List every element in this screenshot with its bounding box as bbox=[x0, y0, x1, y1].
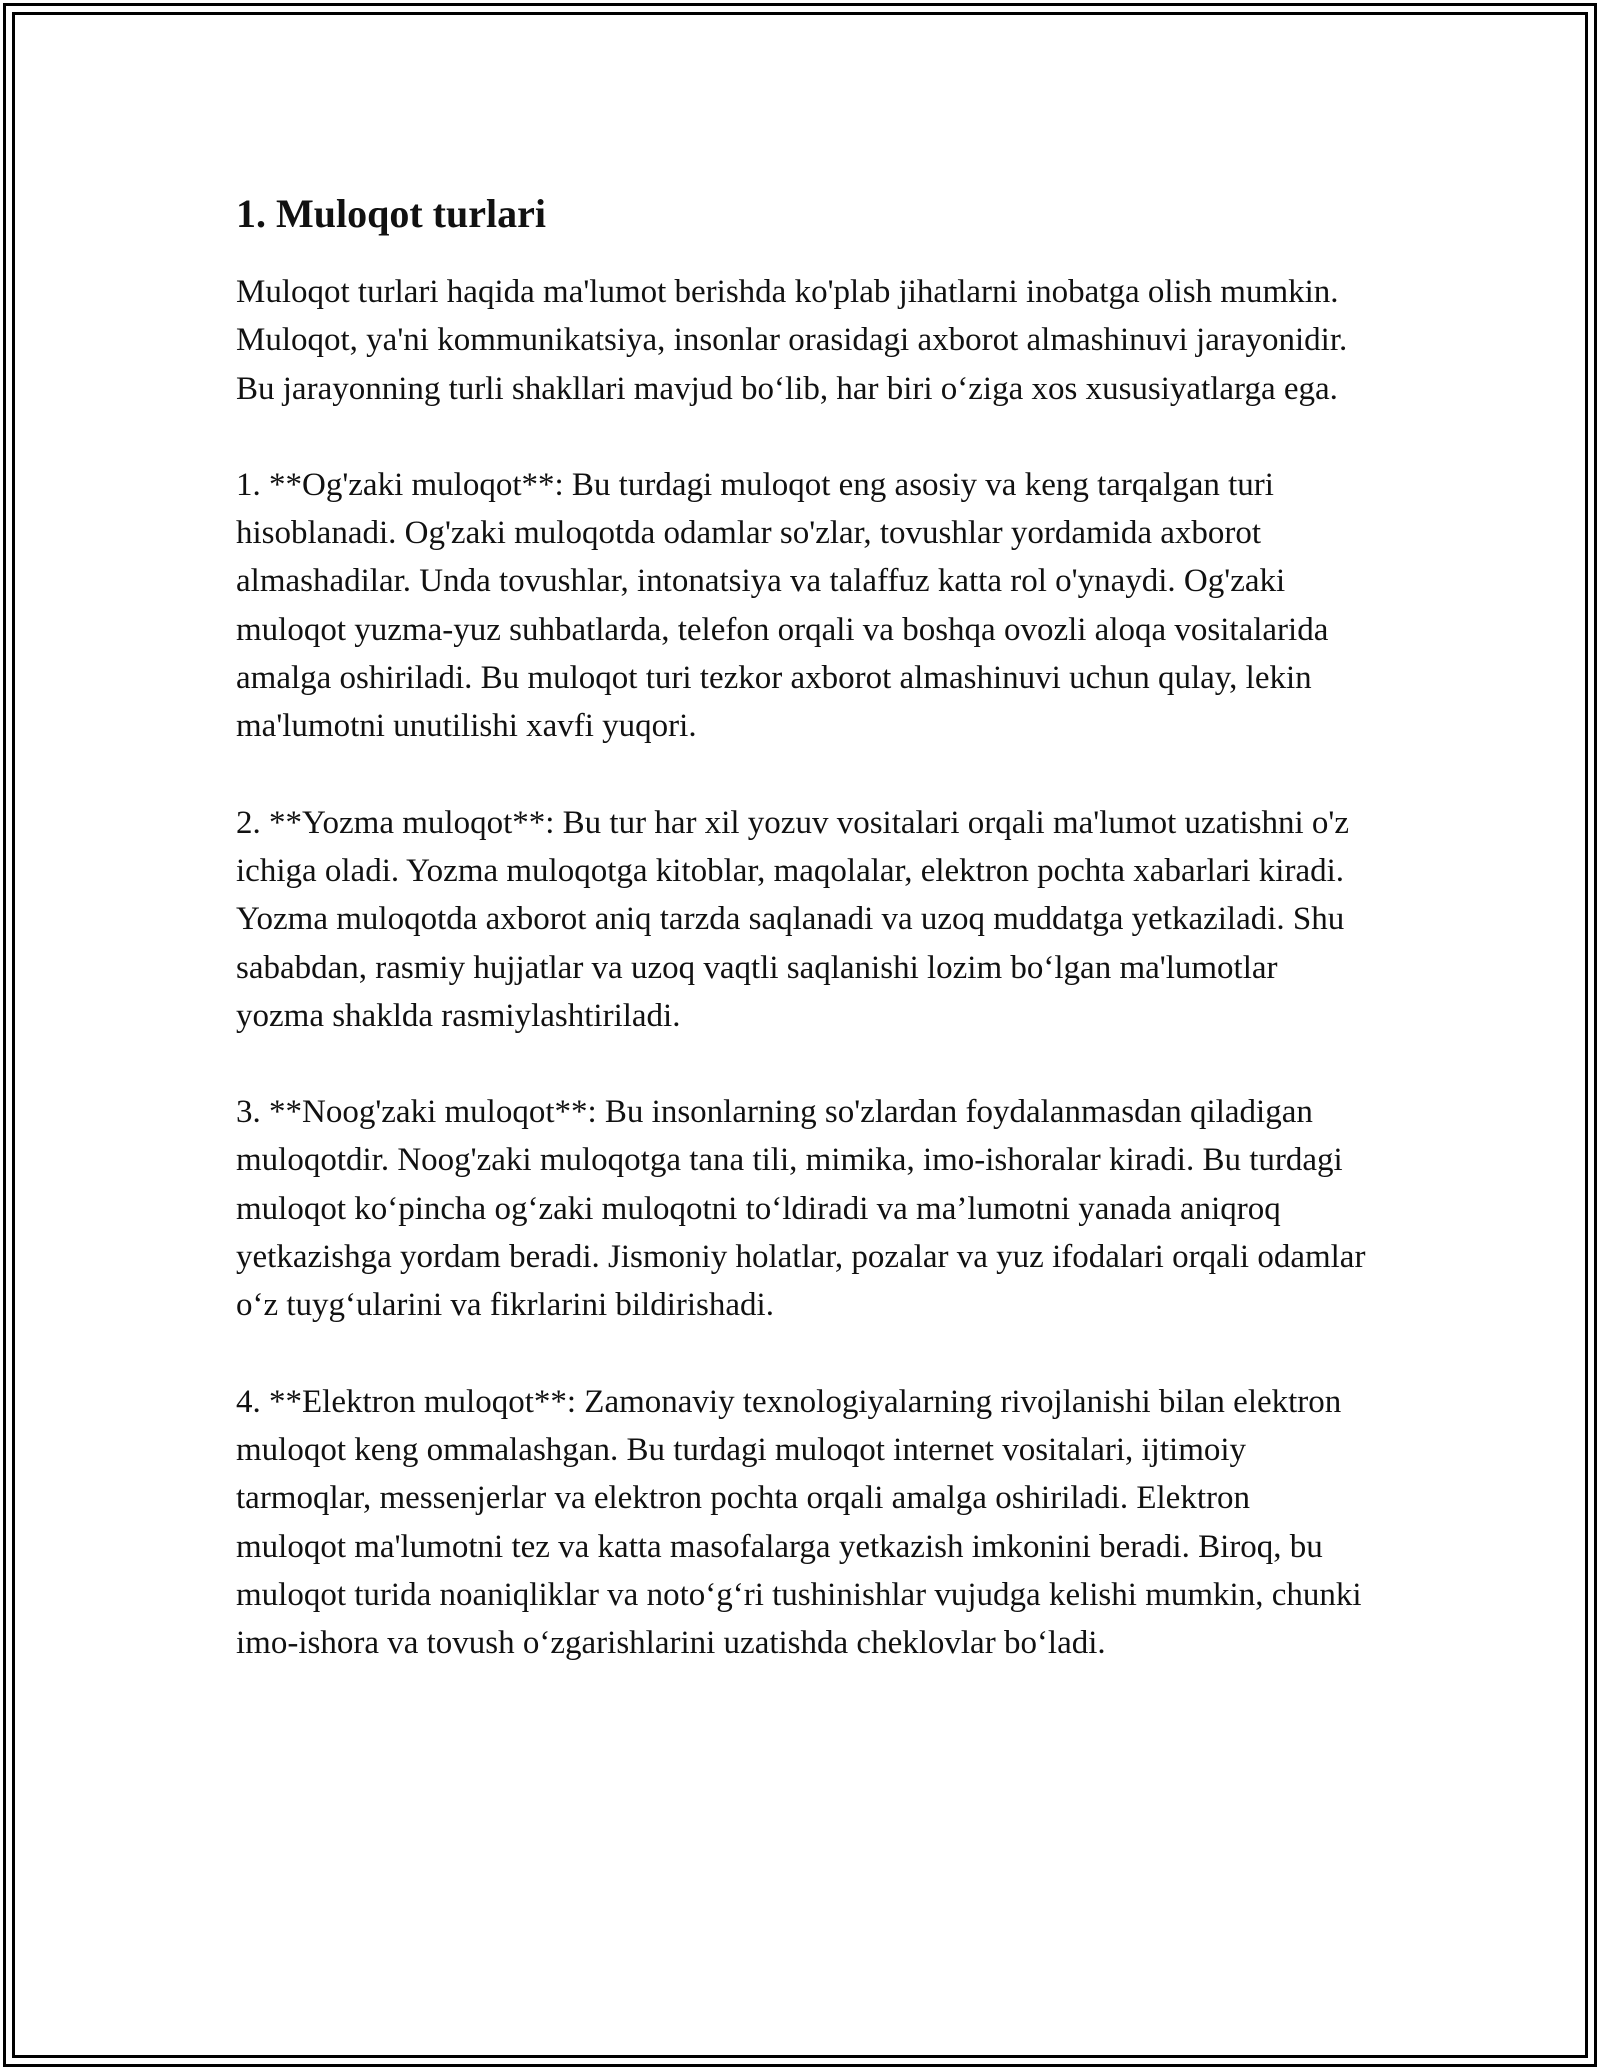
intro-paragraph: Muloqot turlari haqida ma'lumot berishda ko'plab jihatlarni inobatga olish mumkin. Muloqot, ya'ni kommunikatsiya, insonlar orasidagi axborot almashinuvi jarayonidir. Bu jarayonning turli shakllari mavjud bo‘lib, har biri o‘ziga xos xususiyatlarga ega. bbox=[236, 274, 1348, 407]
paragraph-electronic-communication: 4. **Elektron muloqot**: Zamonaviy texnologiyalarning rivojlanishi bilan elektron muloqot keng ommalashgan. Bu turdagi muloqot internet vositalari, ijtimoiy tarmoqlar, messenjerlar va elektron pochta orqali amalga oshiriladi. Elektron muloqot ma'lumotni tez va katta masofalarga yetkazish imkonini beradi. Biroq, bu muloqot turida noaniqliklar va noto‘g‘ri tushinishlar vujudga kelishi mumkin, chunki imo-ishora va tovush o‘zgarishlarini uzatishda cheklovlar bo‘ladi. bbox=[236, 1383, 1362, 1662]
paragraph-written-communication: 2. **Yozma muloqot**: Bu tur har xil yozuv vositalari orqali ma'lumot uzatishni o'z ichiga oladi. Yozma muloqotga kitoblar, maqolalar, elektron pochta xabarlari kiradi. Yozma muloqotda axborot aniq tarzda saqlanadi va uzoq muddatga yetkaziladi. Shu sababdan, rasmiy hujjatlar va uzoq vaqtli saqlanishi lozim bo‘lgan ma'lumotlar yozma shaklda rasmiylashtiriladi. bbox=[236, 804, 1349, 1034]
paragraph-oral-communication: 1. **Og'zaki muloqot**: Bu turdagi muloqot eng asosiy va keng tarqalgan turi hisoblanadi. Og'zaki muloqotda odamlar so'zlar, tovushlar yordamida axborot almashadilar. Unda tovushlar, intonatsiya va talaffuz katta rol o'ynaydi. Og'zaki muloqot yuzma-yuz suhbatlarda, telefon orqali va boshqa ovozli aloqa vositalarida amalga oshiriladi. Bu muloqot turi tezkor axborot almashinuvi uchun qulay, lekin ma'lumotni unutilishi xavfi yuqori. bbox=[236, 466, 1329, 745]
paragraph-nonverbal-communication: 3. **Noog'zaki muloqot**: Bu insonlarning so'zlardan foydalanmasdan qiladigan muloqotdir. Noog'zaki muloqotga tana tili, mimika, imo-ishoralar kiradi. Bu turdagi muloqot ko‘pincha og‘zaki muloqotni to‘ldiradi va ma’lumotni yanada aniqroq yetkazishga yordam beradi. Jismoniy holatlar, pozalar va yuz ifodalari orqali odamlar o‘z tuyg‘ularini va fikrlarini bildirishadi. bbox=[236, 1094, 1366, 1324]
section-title: 1. Muloqot turlari bbox=[236, 191, 546, 236]
document-body bbox=[236, 186, 1366, 1715]
